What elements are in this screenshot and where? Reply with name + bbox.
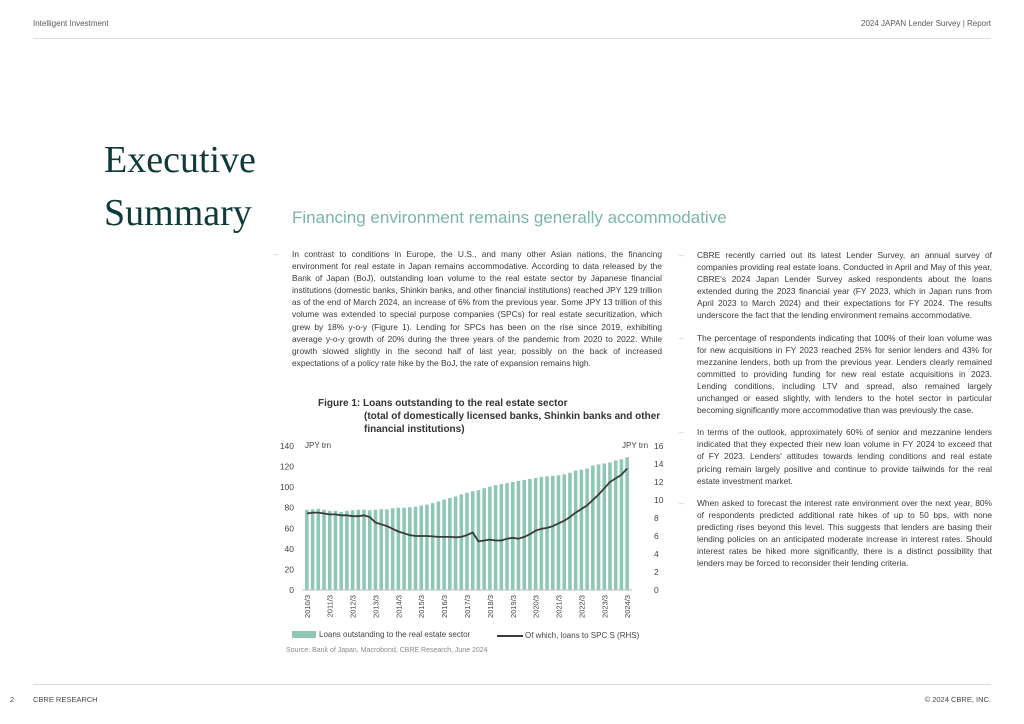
bar <box>431 503 435 590</box>
x-axis-tick: 2021/3 <box>554 595 564 618</box>
bar <box>494 485 498 590</box>
bar <box>334 511 338 590</box>
bar <box>568 473 572 590</box>
figure-source: Source: Bank of Japan, Macrobond, CBRE Research, June 2024 <box>286 647 488 654</box>
left-paragraph: – In contrast to conditions in Europe, the U.S., and many other Asian nations, the financing environment for real estate in Japan remains accommodative. According to data released by the Bank of Japan (BoJ), outstanding loan volume to the real estate sector by Japanese financial institutions (domestic banks, Shinkin banks, and other financial institutions) reached JPY 129 trillion as of the end of March 2024, an increase of 6% from the previous year. Some JPY 13 trillion of this volume was extended to special purpose companies (SPCs) for real estate securitization, which grew by 18% y-o-y (Figure 1). Lending for SPCs has been on the rise since 2019, exhibiting average y-o-y growth of 20% during the three years of the pandemic from 2020 to 2022. While growth slowed slightly in the second half of last year, possibly on the back of increased expectations of a policy rate hike by the BoJ, the rate of expansion remains high. <box>274 248 662 369</box>
x-axis-tick: 2018/3 <box>485 595 495 618</box>
bar <box>414 507 418 590</box>
bar <box>471 491 475 590</box>
legend-line-entry <box>497 631 639 640</box>
bar <box>317 509 321 590</box>
x-axis-tick: 2020/3 <box>531 595 541 618</box>
right-column <box>679 249 992 579</box>
right-axis-unit: JPY trn <box>622 441 649 450</box>
bar <box>511 482 515 590</box>
bar <box>540 477 544 590</box>
footer-brand: CBRE RESEARCH <box>33 695 98 704</box>
section-subtitle: Financing environment remains generally accommodative <box>292 208 727 227</box>
bar <box>625 457 629 590</box>
right-paragraph-3: – In terms of the outlook, approximately 60% of senior and mezzanine lenders indicated that they expected their new loan volume in FY 2024 to exceed that of FY 2023. Lenders' attitudes towards lending conditions and real estate pricing remain largely positive and continue to provide tailwinds for the real estate investment market. <box>679 426 992 486</box>
legend-line-label: Of which, loans to SPC S (RHS) <box>525 631 640 640</box>
x-axis-tick: 2022/3 <box>577 595 587 618</box>
bar <box>591 466 595 590</box>
right-paragraph-1: – CBRE recently carried out its latest Lender Survey, an annual survey of companies providing real estate loans. Conducted in April and May of this year, CBRE's 2024 Japan Lender Survey asked respondents about the loans extended during the 2023 financial year (FY 2023, which in Japan runs from April 2023 to March 2024) and their expectations for FY 2024. The results underscore the fact that the lending environment remains accommodative. <box>679 249 992 322</box>
left-axis-tick: 0 <box>289 585 294 595</box>
bar <box>534 478 538 590</box>
bar <box>379 509 383 590</box>
right-axis-tick: 10 <box>654 495 664 505</box>
page-number: 2 <box>10 695 15 704</box>
bar <box>460 494 464 590</box>
bar <box>385 509 389 590</box>
bar <box>425 505 429 590</box>
right-axis-tick: 8 <box>654 513 659 523</box>
x-axis-tick: 2017/3 <box>463 595 472 618</box>
loans-chart <box>278 440 668 620</box>
right-paragraph-2: – The percentage of respondents indicating that 100% of their loan volume was for new acquisitions in FY 2023 reached 25% for senior lenders and 43% for mezzanine lenders, both up from the previous year. Lenders clearly remained committed to providing funding for new real estate acquisitions in 2023. Lending conditions, including LTV and spread, also remained largely unchanged or eased slightly, with lenders to the hotel sector in particular becoming significantly more accommodative than was previously the case. <box>679 332 992 417</box>
x-axis-tick: 2011/3 <box>325 595 335 618</box>
left-axis-tick: 140 <box>279 441 294 451</box>
bar <box>574 471 578 590</box>
bar <box>505 483 509 590</box>
bar <box>345 511 349 590</box>
left-axis-tick: 20 <box>284 564 294 575</box>
right-axis-tick: 2 <box>654 567 659 577</box>
left-axis-tick: 40 <box>284 543 294 554</box>
right-axis-tick: 14 <box>654 459 664 469</box>
bar <box>580 470 584 590</box>
left-axis-tick: 120 <box>279 461 294 472</box>
legend-bar-swatch <box>292 631 316 638</box>
figure-title <box>318 397 678 436</box>
right-paragraph-4: – When asked to forecast the interest rate environment over the next year, 80% of respondents predicted additional rate hikes of up to 50 bps, with none predicting rises beyond this level. This suggests that lenders are basing their lending policies on an anticipated moderate increase in interest rates. Should interest rates be hiked more significantly, there is a distinct possibility that lenders may be forced to reconsider their lending criteria. <box>679 497 992 570</box>
bar <box>397 508 401 590</box>
x-axis-tick: 2014/3 <box>394 595 404 618</box>
left-axis-tick: 100 <box>279 482 294 493</box>
bar <box>442 499 446 590</box>
x-axis-tick: 2019/3 <box>508 595 518 618</box>
bar <box>557 475 561 590</box>
bar <box>328 511 332 590</box>
left-axis-tick: 80 <box>284 502 294 513</box>
bar <box>391 508 395 590</box>
bar <box>351 510 355 590</box>
bar <box>368 510 372 590</box>
bar <box>562 474 566 590</box>
bar <box>357 510 361 590</box>
x-axis-tick: 2013/3 <box>371 595 381 618</box>
bar <box>551 476 555 590</box>
bar <box>545 476 549 590</box>
figure-title-line1: Figure 1: Loans outstanding to the real estate sector <box>318 398 568 409</box>
left-axis-unit: JPY trn <box>305 441 332 450</box>
figure-title-line2: (total of domestically licensed banks, Shinkin banks and other financial institutions) <box>364 411 661 435</box>
bar <box>465 493 469 590</box>
bar <box>522 480 526 590</box>
bar <box>437 502 441 590</box>
footer-divider <box>33 684 991 685</box>
bar <box>517 481 521 590</box>
left-axis-tick: 60 <box>284 523 294 534</box>
bar <box>488 487 492 590</box>
bar <box>408 507 412 590</box>
header-left-label: Intelligent Investment <box>33 19 109 28</box>
header-right-label: 2024 JAPAN Lender Survey | Report <box>861 19 991 28</box>
x-axis-tick: 2024/3 <box>623 595 633 618</box>
footer-copyright: © 2024 CBRE, INC. <box>924 695 991 704</box>
bar <box>620 459 624 590</box>
bar <box>448 498 452 590</box>
right-axis-tick: 12 <box>654 477 664 487</box>
page-title: Executive Summary <box>104 139 256 234</box>
right-axis-tick: 16 <box>654 441 664 451</box>
legend-bar-entry <box>292 630 470 639</box>
bar <box>602 463 606 590</box>
right-axis-tick: 4 <box>654 549 659 559</box>
right-axis-tick: 0 <box>654 585 659 595</box>
x-axis-tick: 2015/3 <box>417 595 427 618</box>
bar <box>419 506 423 590</box>
x-axis-tick: 2012/3 <box>348 595 358 618</box>
x-axis-tick: 2010/3 <box>302 595 312 618</box>
bar <box>339 512 343 590</box>
bar <box>585 469 589 590</box>
legend-line-swatch <box>497 635 523 637</box>
legend-bar-label: Loans outstanding to the real estate sector <box>319 630 471 639</box>
bar <box>322 510 326 590</box>
left-column <box>274 248 662 369</box>
bar <box>311 509 315 590</box>
right-axis-tick: 6 <box>654 531 659 541</box>
bar <box>362 510 366 590</box>
bar <box>454 496 458 590</box>
bar <box>482 488 486 590</box>
bar <box>305 510 309 590</box>
bar <box>402 508 406 590</box>
x-axis-tick: 2023/3 <box>600 595 610 618</box>
bar <box>500 484 504 590</box>
bar <box>597 465 601 590</box>
x-axis-tick: 2016/3 <box>440 595 450 618</box>
header-divider <box>33 38 991 39</box>
